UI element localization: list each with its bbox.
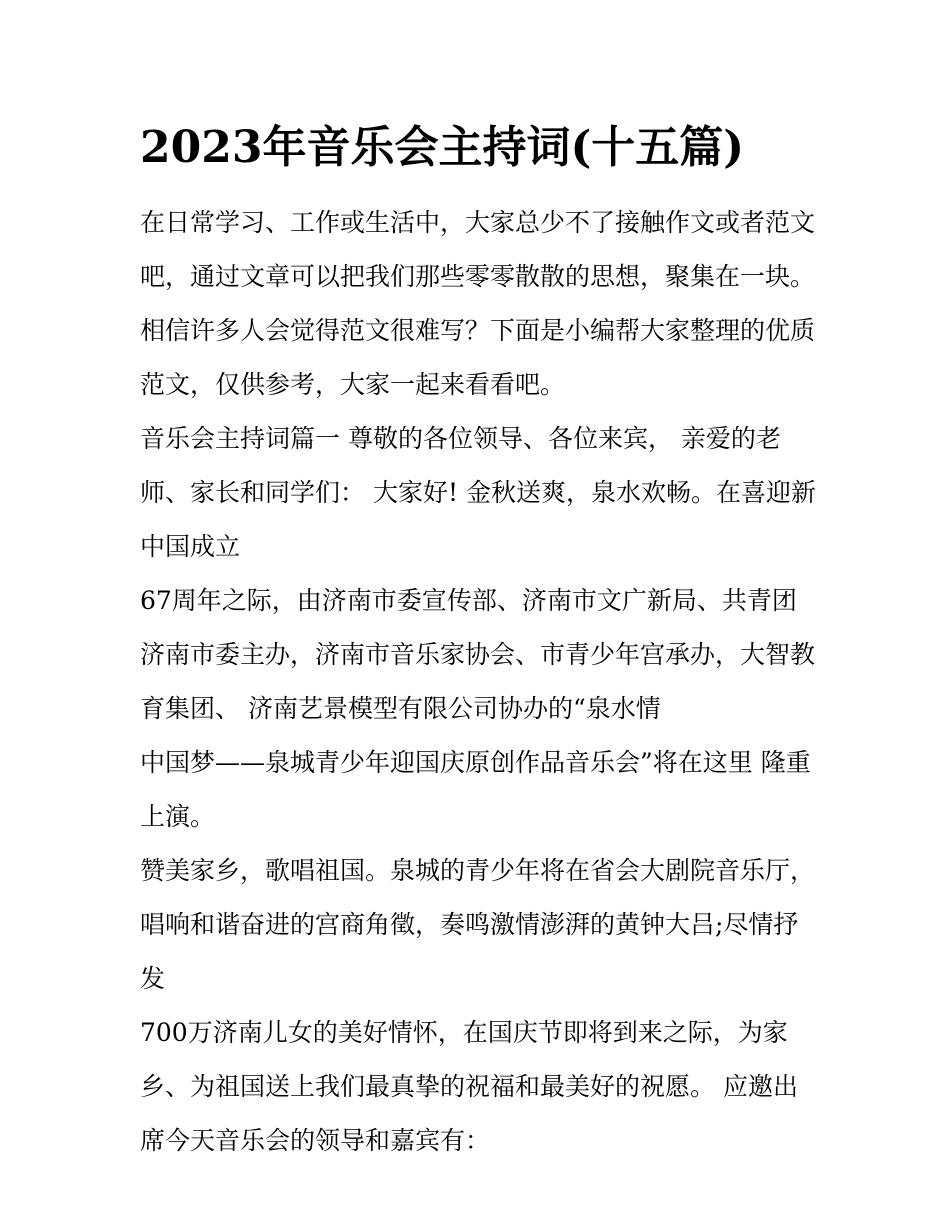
body-line: 师、家长和同学们： 大家好! 金秋送爽，泉水欢畅。在喜迎新 bbox=[140, 478, 816, 507]
body-line: 范文，仅供参考，大家一起来看看吧。 bbox=[140, 370, 566, 399]
body-line: 中国成立 bbox=[140, 532, 241, 561]
body-line: 济南市委主办，济南市音乐家协会、市青少年宫承办，大智教 bbox=[140, 640, 816, 669]
body-line: 席今天音乐会的领导和嘉宾有： bbox=[140, 1126, 491, 1155]
body-line: 吧，通过文章可以把我们那些零零散散的思想，聚集在一块。 bbox=[140, 262, 816, 291]
body-line: 中国梦——泉城青少年迎国庆原创作品音乐会”将在这里 隆重 bbox=[140, 748, 811, 777]
body-line: 音乐会主持词篇一 尊敬的各位领导、各位来宾， 亲爱的老 bbox=[140, 424, 781, 453]
document-title: 2023年音乐会主持词(十五篇) bbox=[140, 122, 745, 173]
body-line: 在日常学习、工作或生活中，大家总少不了接触作文或者范文 bbox=[140, 208, 816, 237]
body-line: 67周年之际，由济南市委宣传部、济南市文广新局、共青团 bbox=[140, 586, 797, 615]
body-line: 相信许多人会觉得范文很难写？下面是小编帮大家整理的优质 bbox=[140, 316, 816, 345]
body-line: 赞美家乡，歌唱祖国。泉城的青少年将在省会大剧院音乐厅， bbox=[140, 856, 816, 885]
body-line: 700万济南儿女的美好情怀，在国庆节即将到来之际，为家 bbox=[140, 1018, 788, 1047]
body-line: 育集团、 济南艺景模型有限公司协办的“泉水情 bbox=[140, 694, 661, 723]
body-line: 上演。 bbox=[140, 802, 216, 831]
document-body bbox=[140, 196, 840, 1168]
body-line: 发 bbox=[140, 964, 166, 993]
body-line: 唱响和谐奋进的宫商角徵，奏鸣激情澎湃的黄钟大吕;尽情抒 bbox=[140, 910, 799, 939]
body-line: 乡、为祖国送上我们最真挚的祝福和最美好的祝愿。 应邀出 bbox=[140, 1072, 798, 1101]
